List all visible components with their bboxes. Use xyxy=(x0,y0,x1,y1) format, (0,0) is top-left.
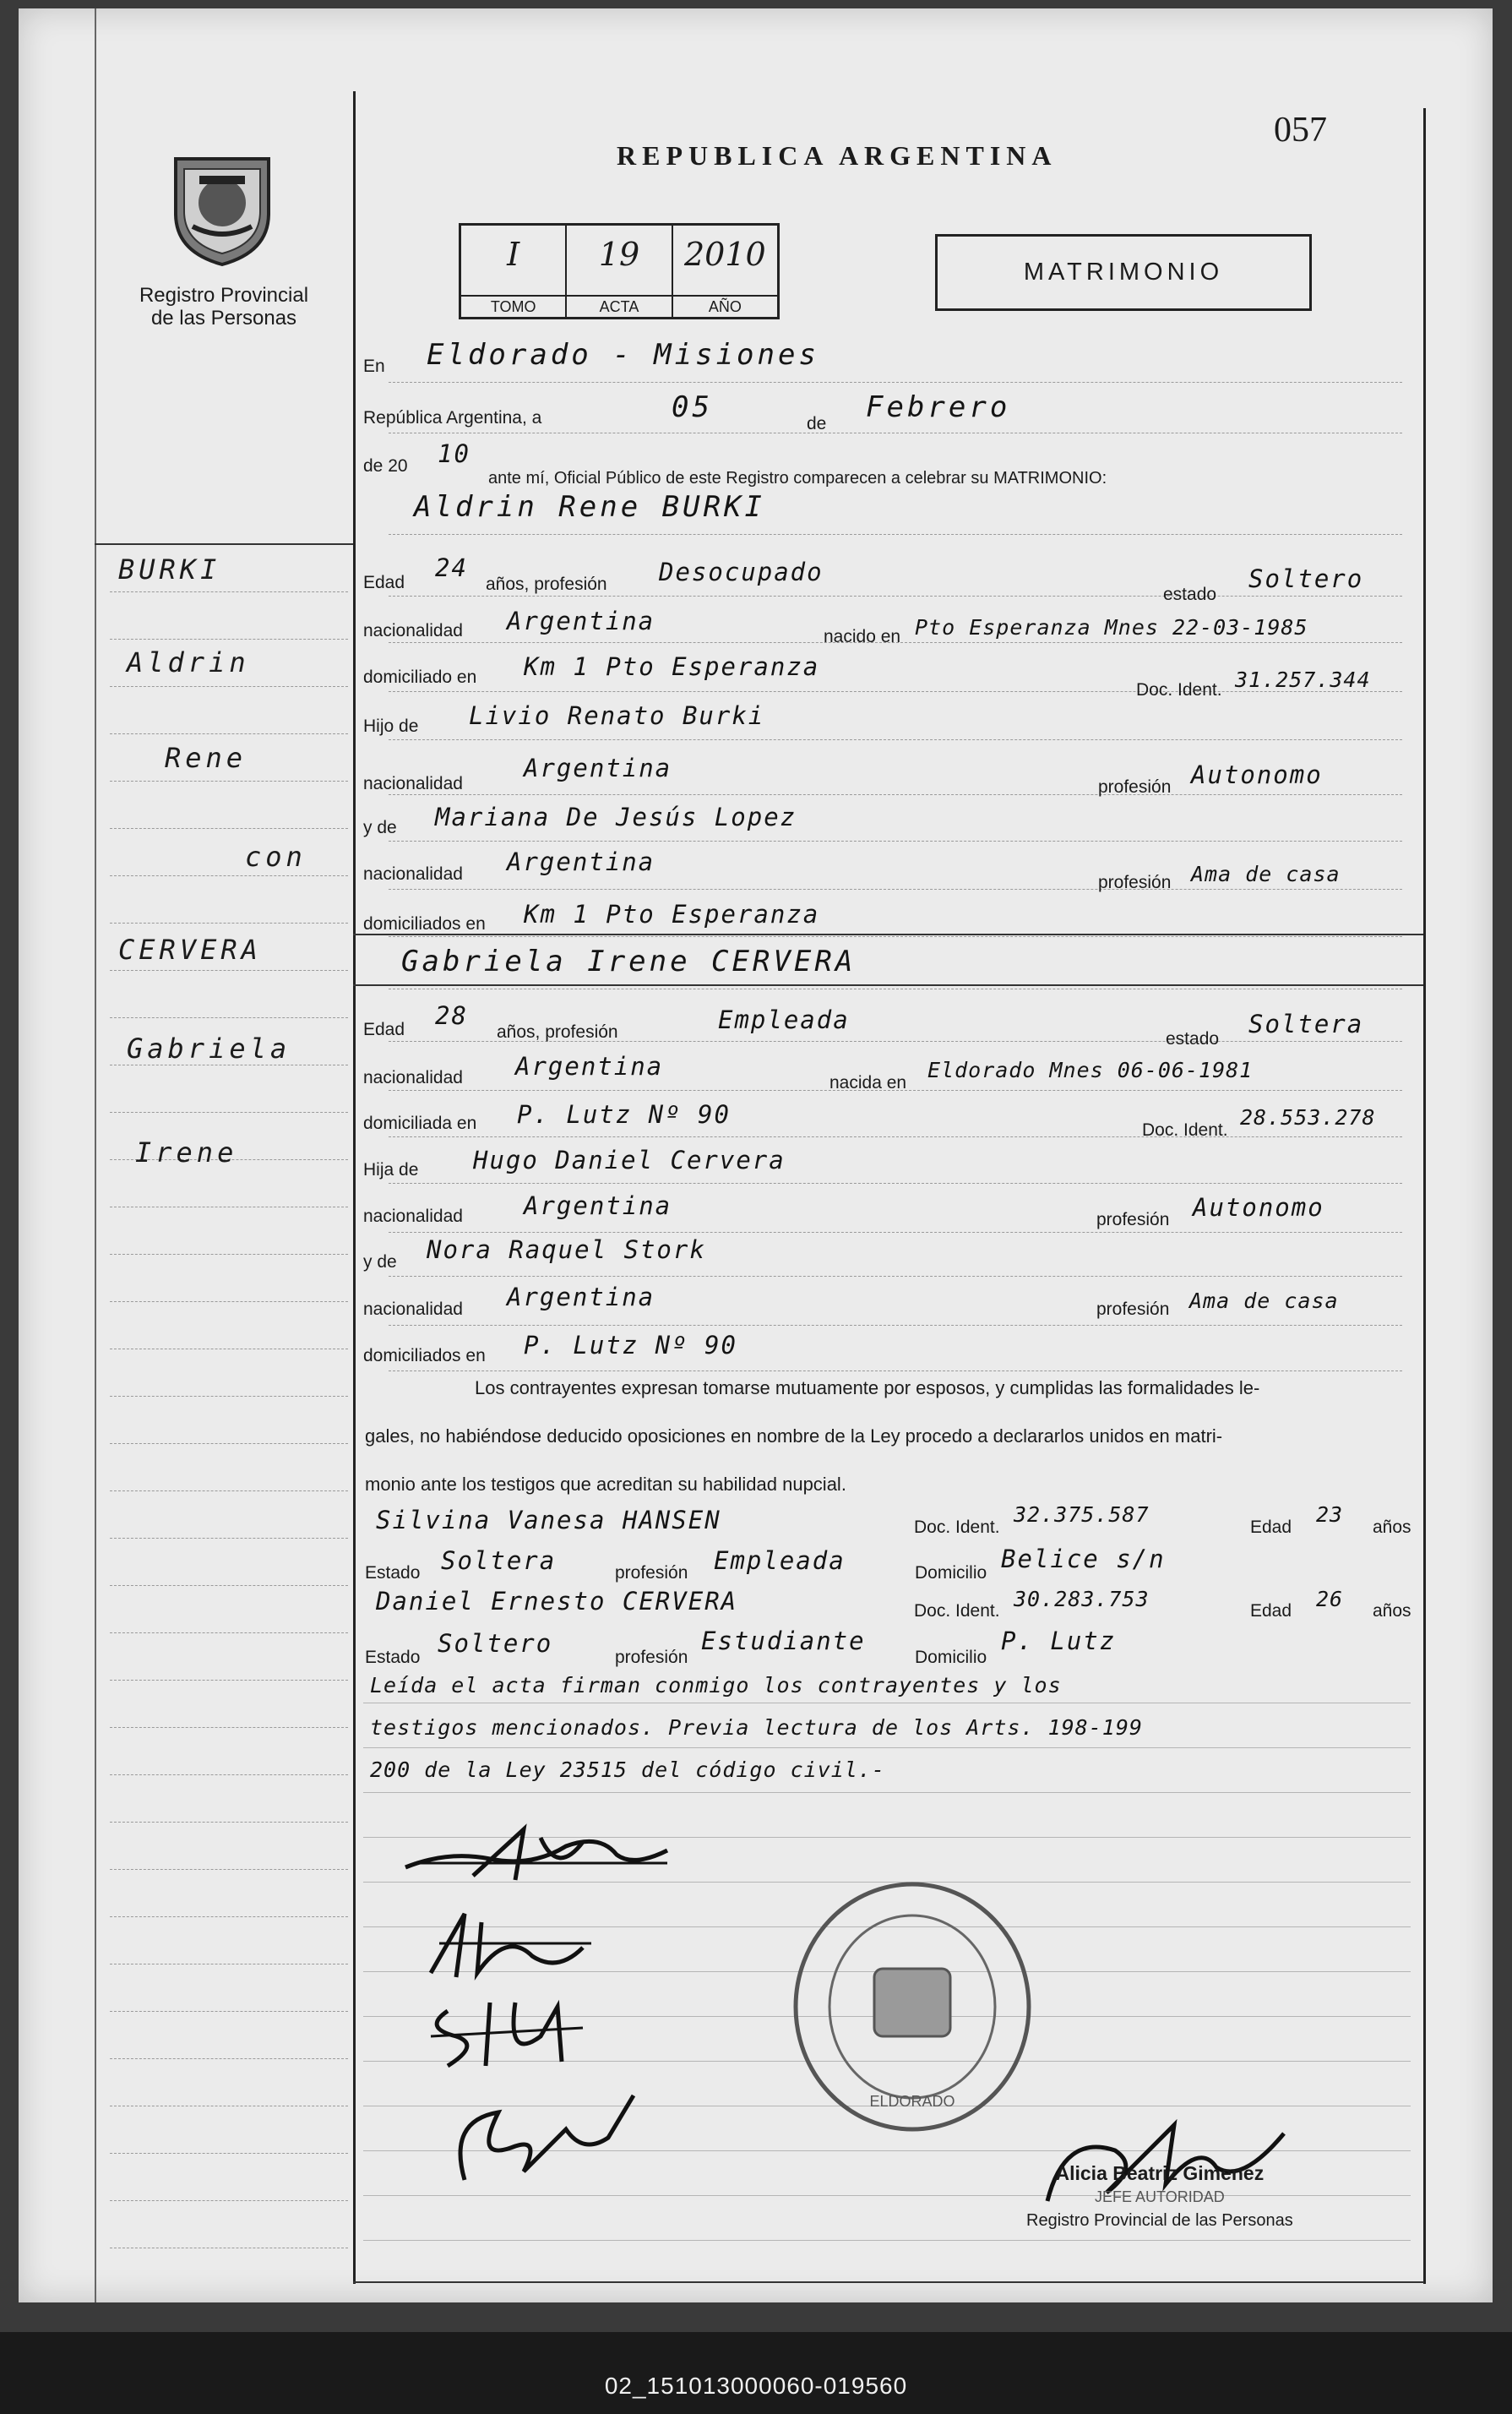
bride-nationality: Argentina xyxy=(515,1052,664,1081)
label-hijo-de: Hijo de xyxy=(363,717,419,736)
bride-profession: Empleada xyxy=(718,1005,850,1034)
margin-rule xyxy=(110,686,348,687)
body-rule xyxy=(389,1136,1402,1137)
acta-label: ACTA xyxy=(567,295,671,317)
registry-name xyxy=(118,284,329,330)
groom-parents-address: Km 1 Pto Esperanza xyxy=(524,900,820,929)
province-seal-icon xyxy=(159,142,286,269)
day-value: 05 xyxy=(672,390,713,424)
label-profesion: profesión xyxy=(1098,777,1172,797)
witness1-doc: 32.375.587 xyxy=(1014,1502,1150,1527)
label-estado-3: Estado xyxy=(365,1563,421,1583)
witness1-address: Belice s/n xyxy=(1001,1545,1166,1573)
bride-full-name: Gabriela Irene CERVERA xyxy=(401,945,857,978)
anio-value: 2010 xyxy=(683,236,766,273)
witness1-profession: Empleada xyxy=(714,1546,846,1575)
declaration-line-1: Los contrayentes expresan tomarse mutuamente por esposos, y cumplidas las formalidades le- xyxy=(475,1377,1260,1398)
label-profesion-5: profesión xyxy=(615,1563,688,1583)
body-rule xyxy=(389,936,1402,937)
groom-mother-profession: Ama de casa xyxy=(1191,862,1341,886)
bride-status: Soltera xyxy=(1248,1010,1364,1038)
body-rule xyxy=(389,1325,1402,1326)
right-border xyxy=(1423,108,1426,2284)
country-heading: REPUBLICA ARGENTINA xyxy=(617,140,1058,171)
label-domiciliada-en: domiciliada en xyxy=(363,1114,477,1133)
groom-full-name: Aldrin Rene BURKI xyxy=(414,490,765,524)
label-republica: República Argentina, a xyxy=(363,408,542,428)
groom-father-profession: Autonomo xyxy=(1191,760,1323,789)
anio-label: AÑO xyxy=(673,295,777,317)
margin-rule xyxy=(110,923,348,924)
label-nacida-en: nacida en xyxy=(829,1073,907,1093)
bride-father-nationality: Argentina xyxy=(524,1191,672,1220)
groom-address: Km 1 Pto Esperanza xyxy=(524,652,820,681)
label-profesion-6: profesión xyxy=(615,1648,688,1667)
acta-value: 19 xyxy=(598,236,640,273)
page-binding-line xyxy=(95,8,96,2302)
margin-rule xyxy=(110,828,348,829)
bride-mother-nationality: Argentina xyxy=(507,1283,655,1311)
note-line-1: Leída el acta firman conmigo los contrayentes y los xyxy=(370,1673,1062,1697)
label-domicilio: Domicilio xyxy=(915,1563,987,1583)
label-nacionalidad-5: nacionalidad xyxy=(363,1207,463,1226)
margin-rule xyxy=(110,1443,348,1444)
signature-groom xyxy=(397,1817,684,1893)
place-value: Eldorado - Misiones xyxy=(427,338,819,372)
body-rule xyxy=(363,2240,1411,2241)
witness1-status: Soltera xyxy=(441,1546,557,1575)
declaration-line-3: monio ante los testigos que acreditan su habilidad nupcial. xyxy=(365,1474,846,1495)
official-stamp-icon xyxy=(790,1880,1035,2133)
margin-note-surname: BURKI xyxy=(118,553,221,586)
signature-witness-1 xyxy=(414,1986,608,2079)
body-rule xyxy=(389,534,1402,535)
label-profesion-2: profesión xyxy=(1098,873,1172,892)
label-edad-4: Edad xyxy=(1250,1601,1292,1621)
bride-mother-profession: Ama de casa xyxy=(1189,1289,1339,1313)
body-rule xyxy=(389,1276,1402,1277)
margin-note-bride-surname: CERVERA xyxy=(118,934,262,966)
groom-father-nationality: Argentina xyxy=(524,754,672,782)
declaration-line-2: gales, no habiéndose deducido oposiciones en nombre de la Ley procedo a declararlos unidos en matri- xyxy=(365,1425,1223,1447)
officer-name: Alicia Beatriz Gimenez xyxy=(1055,2162,1265,2184)
margin-note-bride-first-name: Gabriela xyxy=(127,1033,291,1065)
label-anios-profesion-2: años, profesión xyxy=(497,1022,618,1042)
label-doc-ident-2: Doc. Ident. xyxy=(1142,1120,1228,1140)
tomo-cell xyxy=(461,226,567,317)
officer-office: Registro Provincial de las Personas xyxy=(1026,2211,1293,2230)
groom-born-in: Pto Esperanza Mnes 22-03-1985 xyxy=(915,615,1308,640)
body-rule xyxy=(389,382,1402,383)
bride-born-in: Eldorado Mnes 06-06-1981 xyxy=(927,1058,1254,1082)
bride-doc: 28.553.278 xyxy=(1240,1105,1376,1130)
body-rule xyxy=(389,739,1402,740)
margin-note-first-name: Aldrin xyxy=(127,646,250,678)
label-hija-de: Hija de xyxy=(363,1160,419,1180)
label-nacido-en: nacido en xyxy=(824,627,901,646)
tomo-label: TOMO xyxy=(461,295,565,317)
label-y-de: y de xyxy=(363,818,397,837)
witness2-age: 26 xyxy=(1316,1587,1344,1611)
margin-rule xyxy=(110,591,348,592)
label-nacionalidad-2: nacionalidad xyxy=(363,774,463,793)
margin-rule xyxy=(110,1490,348,1491)
page-number: 057 xyxy=(1274,111,1327,150)
bride-parents-address: P. Lutz Nº 90 xyxy=(524,1331,737,1360)
groom-age: 24 xyxy=(435,553,468,582)
label-anios: años xyxy=(1373,1518,1411,1537)
margin-rule xyxy=(110,1017,348,1018)
officer-signature-block xyxy=(1026,2161,1293,2232)
margin-rule xyxy=(110,2011,348,2012)
label-doc-ident-3: Doc. Ident. xyxy=(914,1518,1000,1537)
groom-doc: 31.257.344 xyxy=(1235,668,1371,692)
margin-note-second-name: Rene xyxy=(165,742,247,774)
label-anios-profesion: años, profesión xyxy=(486,575,607,594)
officer-title: JEFE AUTORIDAD xyxy=(1095,2188,1225,2205)
label-edad-3: Edad xyxy=(1250,1518,1292,1537)
margin-note-bride-second-name: Irene xyxy=(135,1136,238,1169)
body-rule xyxy=(389,794,1402,795)
label-domiciliados-en-2: domiciliados en xyxy=(363,1346,486,1365)
body-rule xyxy=(363,1747,1411,1748)
section-divider xyxy=(353,984,1423,986)
registry-line-2: de las Personas xyxy=(150,307,297,330)
witness2-profession: Estudiante xyxy=(701,1627,866,1655)
margin-rule xyxy=(110,2058,348,2059)
margin-rule xyxy=(110,970,348,971)
margin-rule xyxy=(110,1301,348,1302)
margin-rule xyxy=(110,733,348,734)
margin-rule xyxy=(110,2200,348,2201)
margin-rule xyxy=(110,1632,348,1633)
label-profesion-4: profesión xyxy=(1096,1300,1170,1319)
label-comparecen: ante mí, Oficial Público de este Registro comparecen a celebrar su MATRIMONIO: xyxy=(488,469,1107,488)
body-rule xyxy=(389,1183,1402,1184)
groom-status: Soltero xyxy=(1248,564,1364,593)
section-divider xyxy=(353,934,1423,935)
groom-father: Livio Renato Burki xyxy=(469,701,765,730)
margin-rule xyxy=(110,781,348,782)
label-nacionalidad-4: nacionalidad xyxy=(363,1068,463,1087)
stamp-text: ELDORADO xyxy=(869,2093,955,2110)
margin-rule xyxy=(110,1774,348,1775)
witness1-age: 23 xyxy=(1316,1502,1344,1527)
margin-rule xyxy=(110,1254,348,1255)
label-estado-2: estado xyxy=(1166,1029,1220,1049)
margin-rule xyxy=(110,875,348,876)
month-value: Febrero xyxy=(866,390,1011,424)
acta-cell xyxy=(567,226,672,317)
label-profesion-3: profesión xyxy=(1096,1210,1170,1229)
label-doc-ident-4: Doc. Ident. xyxy=(914,1601,1000,1621)
label-nacionalidad-6: nacionalidad xyxy=(363,1300,463,1319)
groom-mother-nationality: Argentina xyxy=(507,847,655,876)
body-rule xyxy=(389,889,1402,890)
bride-mother: Nora Raquel Stork xyxy=(427,1235,706,1264)
label-edad: Edad xyxy=(363,573,405,592)
margin-rule xyxy=(110,1680,348,1681)
bride-father-profession: Autonomo xyxy=(1193,1193,1324,1222)
label-edad-2: Edad xyxy=(363,1020,405,1039)
margin-rule xyxy=(110,1538,348,1539)
note-line-2: testigos mencionados. Previa lectura de los Arts. 198-199 xyxy=(370,1715,1143,1740)
witness2-doc: 30.283.753 xyxy=(1014,1587,1150,1611)
margin-rule xyxy=(110,1112,348,1113)
margin-rule xyxy=(110,1585,348,1586)
label-doc-ident: Doc. Ident. xyxy=(1136,680,1222,700)
label-de-year: de 20 xyxy=(363,456,408,476)
label-nacionalidad: nacionalidad xyxy=(363,621,463,640)
note-line-3: 200 de la Ley 23515 del código civil.- xyxy=(370,1757,885,1782)
margin-rule xyxy=(110,1869,348,1870)
label-y-de-2: y de xyxy=(363,1252,397,1272)
witness1-name: Silvina Vanesa HANSEN xyxy=(376,1506,721,1534)
label-en: En xyxy=(363,357,385,376)
witness2-status: Soltero xyxy=(438,1629,553,1658)
witness2-address: P. Lutz xyxy=(1001,1627,1117,1655)
bride-age: 28 xyxy=(435,1001,468,1030)
margin-header-rule xyxy=(95,543,353,545)
label-nacionalidad-3: nacionalidad xyxy=(363,864,463,884)
label-estado: estado xyxy=(1163,585,1217,604)
document-type-box: MATRIMONIO xyxy=(935,234,1312,311)
margin-rule xyxy=(110,1396,348,1397)
signature-witness-2 xyxy=(439,2070,659,2197)
body-rule xyxy=(389,596,1402,597)
margin-rule xyxy=(110,1822,348,1823)
margin-rule xyxy=(110,1916,348,1917)
margin-rule xyxy=(110,2153,348,2154)
groom-nationality: Argentina xyxy=(507,607,655,635)
groom-mother: Mariana De Jesús Lopez xyxy=(435,803,797,831)
registry-line-1: Registro Provincial xyxy=(139,284,309,307)
witness2-name: Daniel Ernesto CERVERA xyxy=(376,1587,738,1616)
file-caption: 02_151013000060-019560 xyxy=(604,2373,908,2399)
bottom-border xyxy=(353,2281,1424,2283)
year-suffix-value: 10 xyxy=(438,439,470,468)
label-de-month: de xyxy=(807,414,827,433)
label-domiciliados-en: domiciliados en xyxy=(363,914,486,934)
margin-rule xyxy=(110,639,348,640)
label-domicilio-2: Domicilio xyxy=(915,1648,987,1667)
groom-profession: Desocupado xyxy=(659,558,824,586)
bride-address: P. Lutz Nº 90 xyxy=(517,1100,731,1129)
signature-bride xyxy=(414,1897,608,1990)
body-rule xyxy=(389,1232,1402,1233)
margin-divider xyxy=(353,91,356,2284)
body-rule xyxy=(363,1792,1411,1793)
label-domiciliado-en: domiciliado en xyxy=(363,668,477,687)
body-rule xyxy=(389,841,1402,842)
tomo-value: I xyxy=(507,236,520,273)
label-anios-2: años xyxy=(1373,1601,1411,1621)
anio-cell xyxy=(673,226,777,317)
margin-note-con: con xyxy=(245,841,307,873)
margin-rule xyxy=(110,1727,348,1728)
label-estado-4: Estado xyxy=(365,1648,421,1667)
bride-father: Hugo Daniel Cervera xyxy=(473,1146,786,1174)
record-number-box xyxy=(459,223,780,319)
